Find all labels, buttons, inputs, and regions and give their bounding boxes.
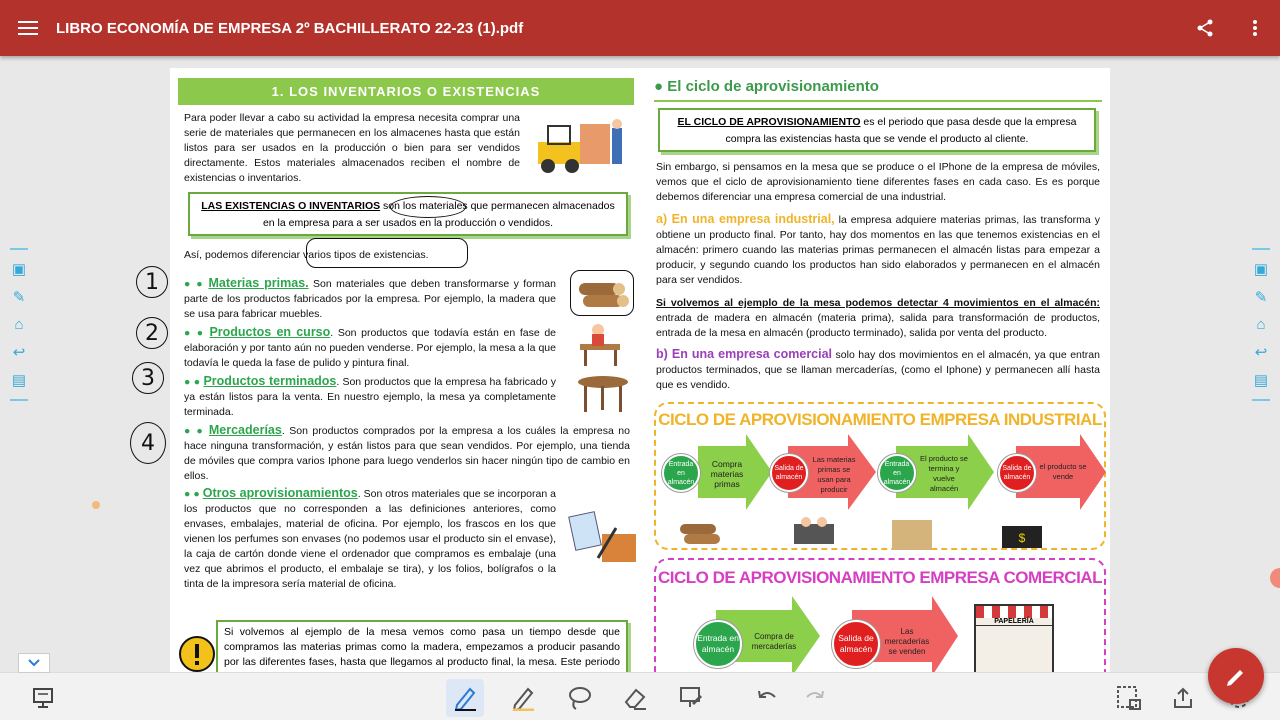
handwritten-number: 2 (136, 317, 168, 349)
shop-illustration: PAPELERÍA (974, 604, 1054, 680)
home-icon[interactable]: ⌂ (14, 316, 24, 333)
app-bar (0, 0, 1280, 56)
pen-icon[interactable]: ✎ (1254, 289, 1268, 306)
handwritten-number: 3 (132, 362, 164, 394)
left-side-toolbar (6, 248, 32, 401)
chevron-down-icon[interactable] (18, 653, 50, 673)
flow-node: Compra materias primas (710, 459, 744, 489)
section-banner: 1. LOS INVENTARIOS O EXISTENCIAS (178, 78, 634, 105)
presentation-icon[interactable]: ▣ (11, 261, 27, 278)
document-title: LIBRO ECONOMÍA DE EMPRESA 2º BACHILLERATO 22-23 (1).pdf (56, 19, 524, 37)
pdf-page[interactable] (170, 68, 1110, 680)
types-intro: Así, podemos diferenciar varios tipos de existencias. (184, 249, 429, 261)
share-icon[interactable] (1180, 0, 1230, 56)
edit-fab-button[interactable] (1208, 648, 1264, 704)
redo-icon[interactable] (796, 679, 834, 717)
undo-icon[interactable] (748, 679, 786, 717)
cycle-illustrations (676, 516, 1096, 550)
flow-node: Salida de almacén (832, 620, 880, 668)
flow-node: Salida de almacén (998, 454, 1036, 492)
definition-box: LAS EXISTENCIAS O INVENTARIOS son los materiales que permanecen almacenados en la empresa para a ser usados en la producción o vendidos. (188, 192, 628, 236)
list-item: ● ● Otros aprovisionamientos. Son otros materiales que se incorporan a los productos que no corresponden a las definiciones anteriores, como envases, embalajes, material de oficina. Por ejemplo, los frascos en los que vienen los perfumes son envases (no podemos usar el producto sin el envase), la caja de cartón donde viene el ordenador que compramos es embalaje (una vez que abrimos el producto, el embalaje se tira), y los folios, bolígrafos o la tinta de la impresora sería material de oficina. (184, 486, 557, 590)
commercial-cycle-title: CICLO DE APROVISIONAMIENTO EMPRESA COMERCIAL (658, 568, 1102, 587)
highlighter-icon[interactable] (504, 679, 542, 717)
export-icon[interactable] (1164, 679, 1202, 717)
presentation-icon[interactable]: ▣ (1253, 261, 1269, 278)
intro-paragraph: Sin embargo, si pensamos en la mesa que se produce o el IPhone de la empresa de móviles, vemos que el ciclo de aprovisionamiento tiene diferentes fases en cada caso. Es es porque debemos diferenciar una empresa comercial de una industrial. (656, 161, 1100, 203)
flow-node: Entrada en almacén (878, 454, 916, 492)
note-box: Si volvemos al ejemplo de la mesa vemos como pasa un tiempo desde que compramos las materias primas como la madera, empezamos a producir pasando por las diferentes fases, hasta que llegamos al producto final, la mesa. Este periodo (216, 620, 628, 680)
industrial-cycle-diagram (654, 402, 1106, 550)
flow-node: Las mercaderías se venden (884, 627, 930, 656)
svg-text:$: $ (1018, 531, 1026, 545)
home-icon[interactable]: ⌂ (1256, 316, 1266, 333)
intro-paragraph: Para poder llevar a cabo su actividad la empresa necesita comprar una serie de materiales que permanecen en los almacenes hasta que están listos para ser usados en la producción o bien para ser vendidos directamente. Estos materiales almacenados reciben el nombre de existencias o inventarios. (184, 112, 520, 184)
pen-icon[interactable]: ✎ (12, 289, 26, 306)
warning-icon (178, 636, 216, 672)
movements-paragraph: Si volvemos al ejemplo de la mesa podemos detectar 4 movimientos en el almacén: entrada de madera en almacén (materia prima), salida para transformación de productos, entrada de la mesa en almacén (producto terminado), salida por venta del producto. (656, 297, 1100, 339)
office-supplies-image (568, 508, 640, 570)
presentation-board-icon[interactable] (24, 679, 62, 717)
flow-node: el producto se vende (1039, 462, 1087, 481)
flow-node: Salida de almacén (770, 454, 808, 492)
edge-handle[interactable] (1270, 568, 1280, 588)
eraser-icon[interactable] (616, 679, 654, 717)
laser-pointer-dot (92, 501, 100, 509)
board-edit-icon[interactable] (672, 679, 710, 717)
flow-node: Compra de mercaderías (751, 632, 797, 651)
section-title: ● El ciclo de aprovisionamiento (654, 78, 879, 95)
handwritten-number: 4 (130, 422, 166, 464)
flow-node: El producto se termina y vuelve almacén (920, 454, 968, 493)
commercial-paragraph: b) En una empresa comercial solo hay dos movimientos en el almacén, ya que entran productos terminados, que se llaman mercaderías, (como el Iphone) y permanecen allí hasta que es vendido. (656, 347, 1100, 391)
handwritten-number: 1 (136, 266, 168, 298)
more-options-icon[interactable] (1230, 0, 1280, 56)
cycle-definition-box: EL CICLO DE APROVISIONAMIENTO es el periodo que pasa desde que la empresa compra las existencias hasta que se vende el producto al cliente. (658, 108, 1096, 152)
slides-icon[interactable]: ▤ (1253, 372, 1269, 389)
wood-logs-image (570, 270, 634, 316)
lasso-icon[interactable] (560, 679, 598, 717)
flow-node: Entrada en almacén (662, 454, 700, 492)
list-item: ● ● Productos terminados. Son productos que la empresa ha fabricado y ya están listos para la venta. En nuestro ejemplo, la mesa ya completamente terminada. (184, 374, 556, 418)
table-image (576, 374, 630, 414)
industrial-paragraph: a) En una empresa industrial, la empresa adquiere materias primas, las transforma y obtiene un producto final. Por tanto, hay dos momentos en las que tenemos existencias en el almacén: primero cuando las materias primas permanecen el almacén listas para empezar a producir, y segundo cuando los productos han sido elaborados y permanecen en el almacén para ser vendidos. (656, 212, 1100, 286)
commercial-cycle-diagram (654, 558, 1106, 680)
forklift-illustration (530, 114, 628, 176)
flow-node: Entrada en almacén (694, 620, 742, 668)
back-icon[interactable]: ↩ (1254, 344, 1268, 361)
industrial-cycle-title: CICLO DE APROVISIONAMIENTO EMPRESA INDUSTRIAL (658, 410, 1102, 429)
list-item: ● ● Productos en curso. Son productos que todavía están en fase de elaboración y por tanto aún no pueden venderse. Por ejemplo, la mesa a la que todavía le queda la fase de pulido y pintura final. (184, 325, 556, 369)
pen-tool-icon[interactable] (446, 679, 484, 717)
carpenter-image (576, 322, 624, 368)
screenshot-select-icon[interactable] (1110, 679, 1148, 717)
right-side-toolbar (1248, 248, 1274, 401)
list-item: ● ● Mercaderías. Son productos comprados por la empresa a los cuáles la empresa no hace ninguna transformación, y están listos para que sean vendidos. Por ejemplo, una tienda de móviles que compra varios Iphone para luego venderlos sin hacer ningún tipo de cambio en ellos. (184, 423, 630, 482)
handwritten-box (306, 238, 468, 268)
handwritten-ellipse (390, 196, 466, 218)
menu-icon[interactable] (0, 0, 56, 56)
slides-icon[interactable]: ▤ (11, 372, 27, 389)
bottom-toolbar (0, 672, 1280, 720)
back-icon[interactable]: ↩ (12, 344, 26, 361)
flow-node: Las materias primas se usan para producir (812, 455, 856, 494)
list-item: ● ● Materias primas. Son materiales que deben transformarse y forman parte de los productos fabricados por la empresa. Por ejemplo, la madera que se usa para fabricar muebles. (184, 276, 556, 320)
